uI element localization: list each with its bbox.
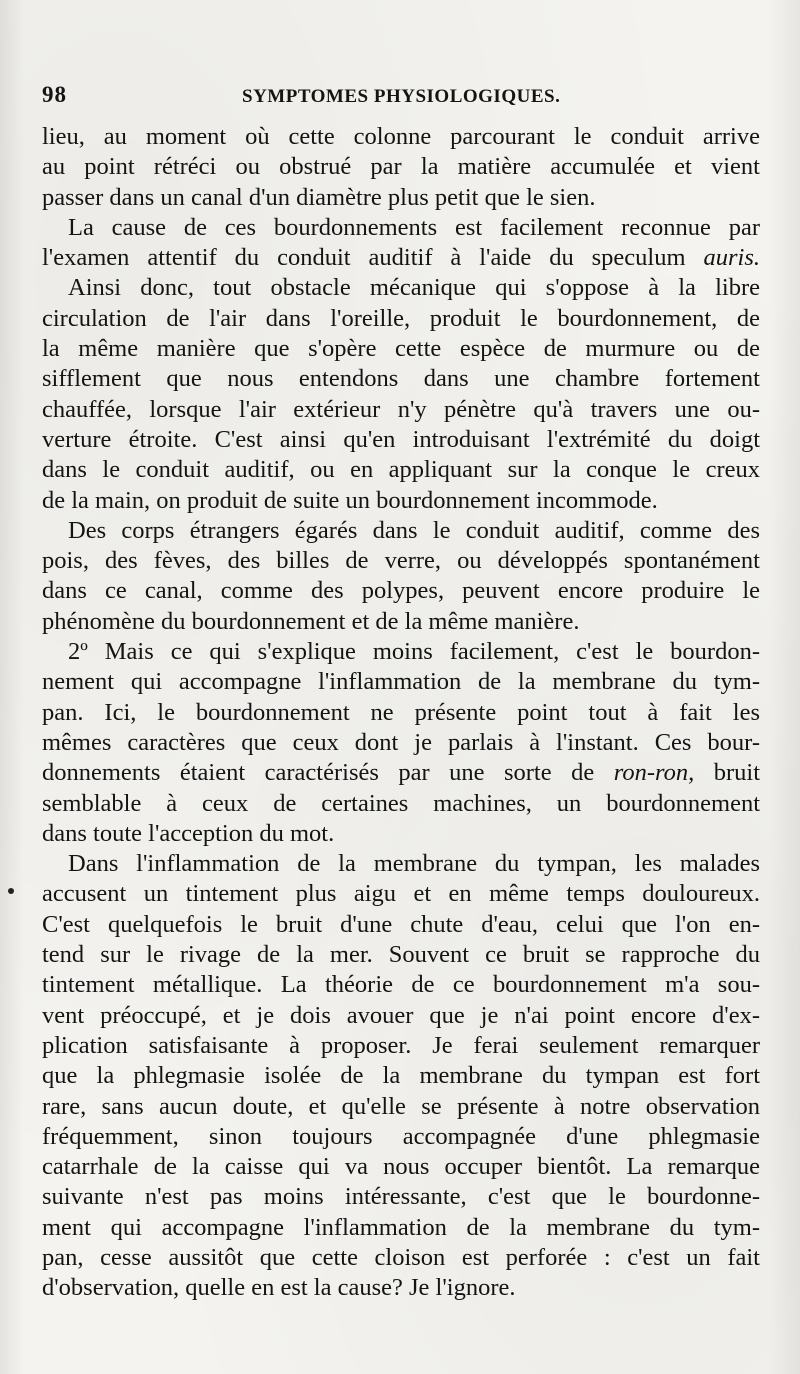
text-line: [42, 667, 760, 697]
text-line: [42, 364, 760, 394]
text-line-content: donnements étaient caractérisés par une sorte de: [42, 759, 614, 787]
text-line: [42, 486, 760, 516]
text-line: [42, 152, 760, 182]
text-line: [42, 1001, 760, 1031]
body-text: [42, 122, 762, 1304]
text-line: [42, 455, 760, 485]
text-line: [42, 546, 760, 576]
book-page: [42, 82, 762, 1304]
text-line-content: d'observation, quelle en est la cause? Je l'ignore.: [42, 1274, 516, 1302]
text-line: [42, 1031, 760, 1061]
text-line: [42, 1061, 760, 1091]
text-line-content: de la main, on produit de suite un bourdonnement incommode.: [42, 486, 658, 514]
text-line-content: verture étroite. C'est ainsi qu'en introduisant l'extrémité du doigt: [42, 425, 760, 453]
text-line-content: dans le conduit auditif, ou en appliquant sur la conque le creux: [42, 456, 760, 484]
text-line: [42, 940, 760, 970]
text-line: [42, 970, 760, 1000]
text-line: [42, 819, 760, 849]
text-line: [42, 637, 760, 667]
text-line-content: catarrhale de la caisse qui va nous occuper bientôt. La remarque: [42, 1153, 760, 1181]
text-line: [42, 1182, 760, 1212]
text-line-content: vent préoccupé, et je dois avouer que je n'ai point encore d'ex-: [42, 1001, 760, 1029]
text-line-content: dans toute l'acception du mot.: [42, 819, 335, 847]
text-line: [42, 910, 760, 940]
text-line-content: sifflement que nous entendons dans une chambre fortement: [42, 365, 760, 393]
text-line: [42, 1092, 760, 1122]
text-line-content: au point rétréci ou obstrué par la matière accumulée et vient: [42, 153, 760, 181]
text-line-content: Ainsi donc, tout obstacle mécanique qui s'oppose à la libre: [68, 274, 760, 302]
text-line: [42, 516, 760, 546]
text-line-content: tintement métallique. La théorie de ce bourdonnement m'a sou-: [42, 971, 760, 999]
italic-term: ron-ron,: [613, 759, 695, 787]
text-line-content: mêmes caractères que ceux dont je parlais à l'instant. Ces bour-: [42, 728, 760, 756]
text-line-content: nement qui accompagne l'inflammation de la membrane du tym-: [42, 668, 760, 696]
text-line-content: rare, sans aucun doute, et qu'elle se présente à notre observation: [42, 1092, 760, 1120]
text-line: [42, 607, 760, 637]
text-line-content: lieu, au moment où cette colonne parcourant le conduit arrive: [42, 123, 760, 150]
text-line-content: dans ce canal, comme des polypes, peuvent encore produire le: [42, 577, 760, 605]
text-line-tail: bruit: [694, 759, 761, 787]
text-line: [42, 183, 760, 213]
text-line-content: semblable à ceux de certaines machines, un bourdonnement: [42, 789, 760, 817]
text-line-content: Dans l'inflammation de la membrane du tympan, les malades: [68, 850, 760, 878]
text-line: [42, 395, 760, 425]
text-line: [42, 1213, 760, 1243]
text-line: [42, 879, 760, 909]
text-line: [42, 122, 760, 152]
text-line-content: C'est quelquefois le bruit d'une chute d'eau, celui que l'on en-: [42, 910, 760, 938]
text-line-content: Des corps étrangers égarés dans le conduit auditif, comme des: [68, 516, 760, 544]
text-line-content: passer dans un canal d'un diamètre plus petit que le sien.: [42, 183, 596, 211]
text-line: [42, 304, 760, 334]
text-line-content: pois, des fèves, des billes de verre, ou développés spontanément: [42, 547, 760, 575]
text-line: [42, 243, 760, 273]
page-number: 98: [42, 82, 67, 107]
text-line: [42, 789, 760, 819]
text-line: [42, 1152, 760, 1182]
text-line: [42, 758, 760, 788]
text-line: [42, 213, 760, 243]
text-line: [42, 273, 760, 303]
text-line-content: accusent un tintement plus aigu et en même temps douloureux.: [42, 880, 760, 908]
text-line-content: ment qui accompagne l'inflammation de la membrane du tym-: [42, 1213, 760, 1241]
text-line: [42, 334, 760, 364]
text-line-content: La cause de ces bourdonnements est facilement reconnue par: [68, 213, 760, 241]
text-line: [42, 576, 760, 606]
text-line-content: 2º Mais ce qui s'explique moins facilement, c'est le bourdon-: [68, 638, 760, 666]
text-line: [42, 1273, 760, 1303]
text-line: [42, 1243, 760, 1273]
text-line-content: chauffée, lorsque l'air extérieur n'y pénètre qu'à travers une ou-: [42, 395, 760, 423]
text-line-content: pan. Ici, le bourdonnement ne présente point tout à fait les: [42, 698, 760, 726]
text-line-content: tend sur le rivage de la mer. Souvent ce bruit se rapproche du: [42, 941, 760, 969]
running-head: [42, 82, 762, 116]
text-line-content: suivante n'est pas moins intéressante, c'est que le bourdonne-: [42, 1183, 760, 1211]
margin-dot-mark: [8, 888, 14, 894]
text-line-content: la même manière que s'opère cette espèce de murmure ou de: [42, 335, 760, 363]
text-line-content: que la phlegmasie isolée de la membrane du tympan est fort: [42, 1062, 760, 1090]
text-line: [42, 698, 760, 728]
text-line: [42, 849, 760, 879]
text-line: [42, 728, 760, 758]
text-line-content: plication satisfaisante à proposer. Je ferai seulement remarquer: [42, 1031, 760, 1059]
italic-term: auris.: [703, 244, 760, 272]
text-line-content: fréquemment, sinon toujours accompagnée d'une phlegmasie: [42, 1122, 760, 1150]
text-line-content: phénomène du bourdonnement et de la même manière.: [42, 607, 580, 635]
text-line: [42, 1122, 760, 1152]
text-line-content: l'examen attentif du conduit auditif à l'aide du speculum: [42, 244, 704, 272]
running-title: SYMPTOMES PHYSIOLOGIQUES.: [242, 86, 561, 107]
text-line-content: pan, cesse aussitôt que cette cloison est perforée : c'est un fait: [42, 1243, 760, 1271]
text-line-content: circulation de l'air dans l'oreille, produit le bourdonnement, de: [42, 304, 760, 332]
text-line: [42, 425, 760, 455]
